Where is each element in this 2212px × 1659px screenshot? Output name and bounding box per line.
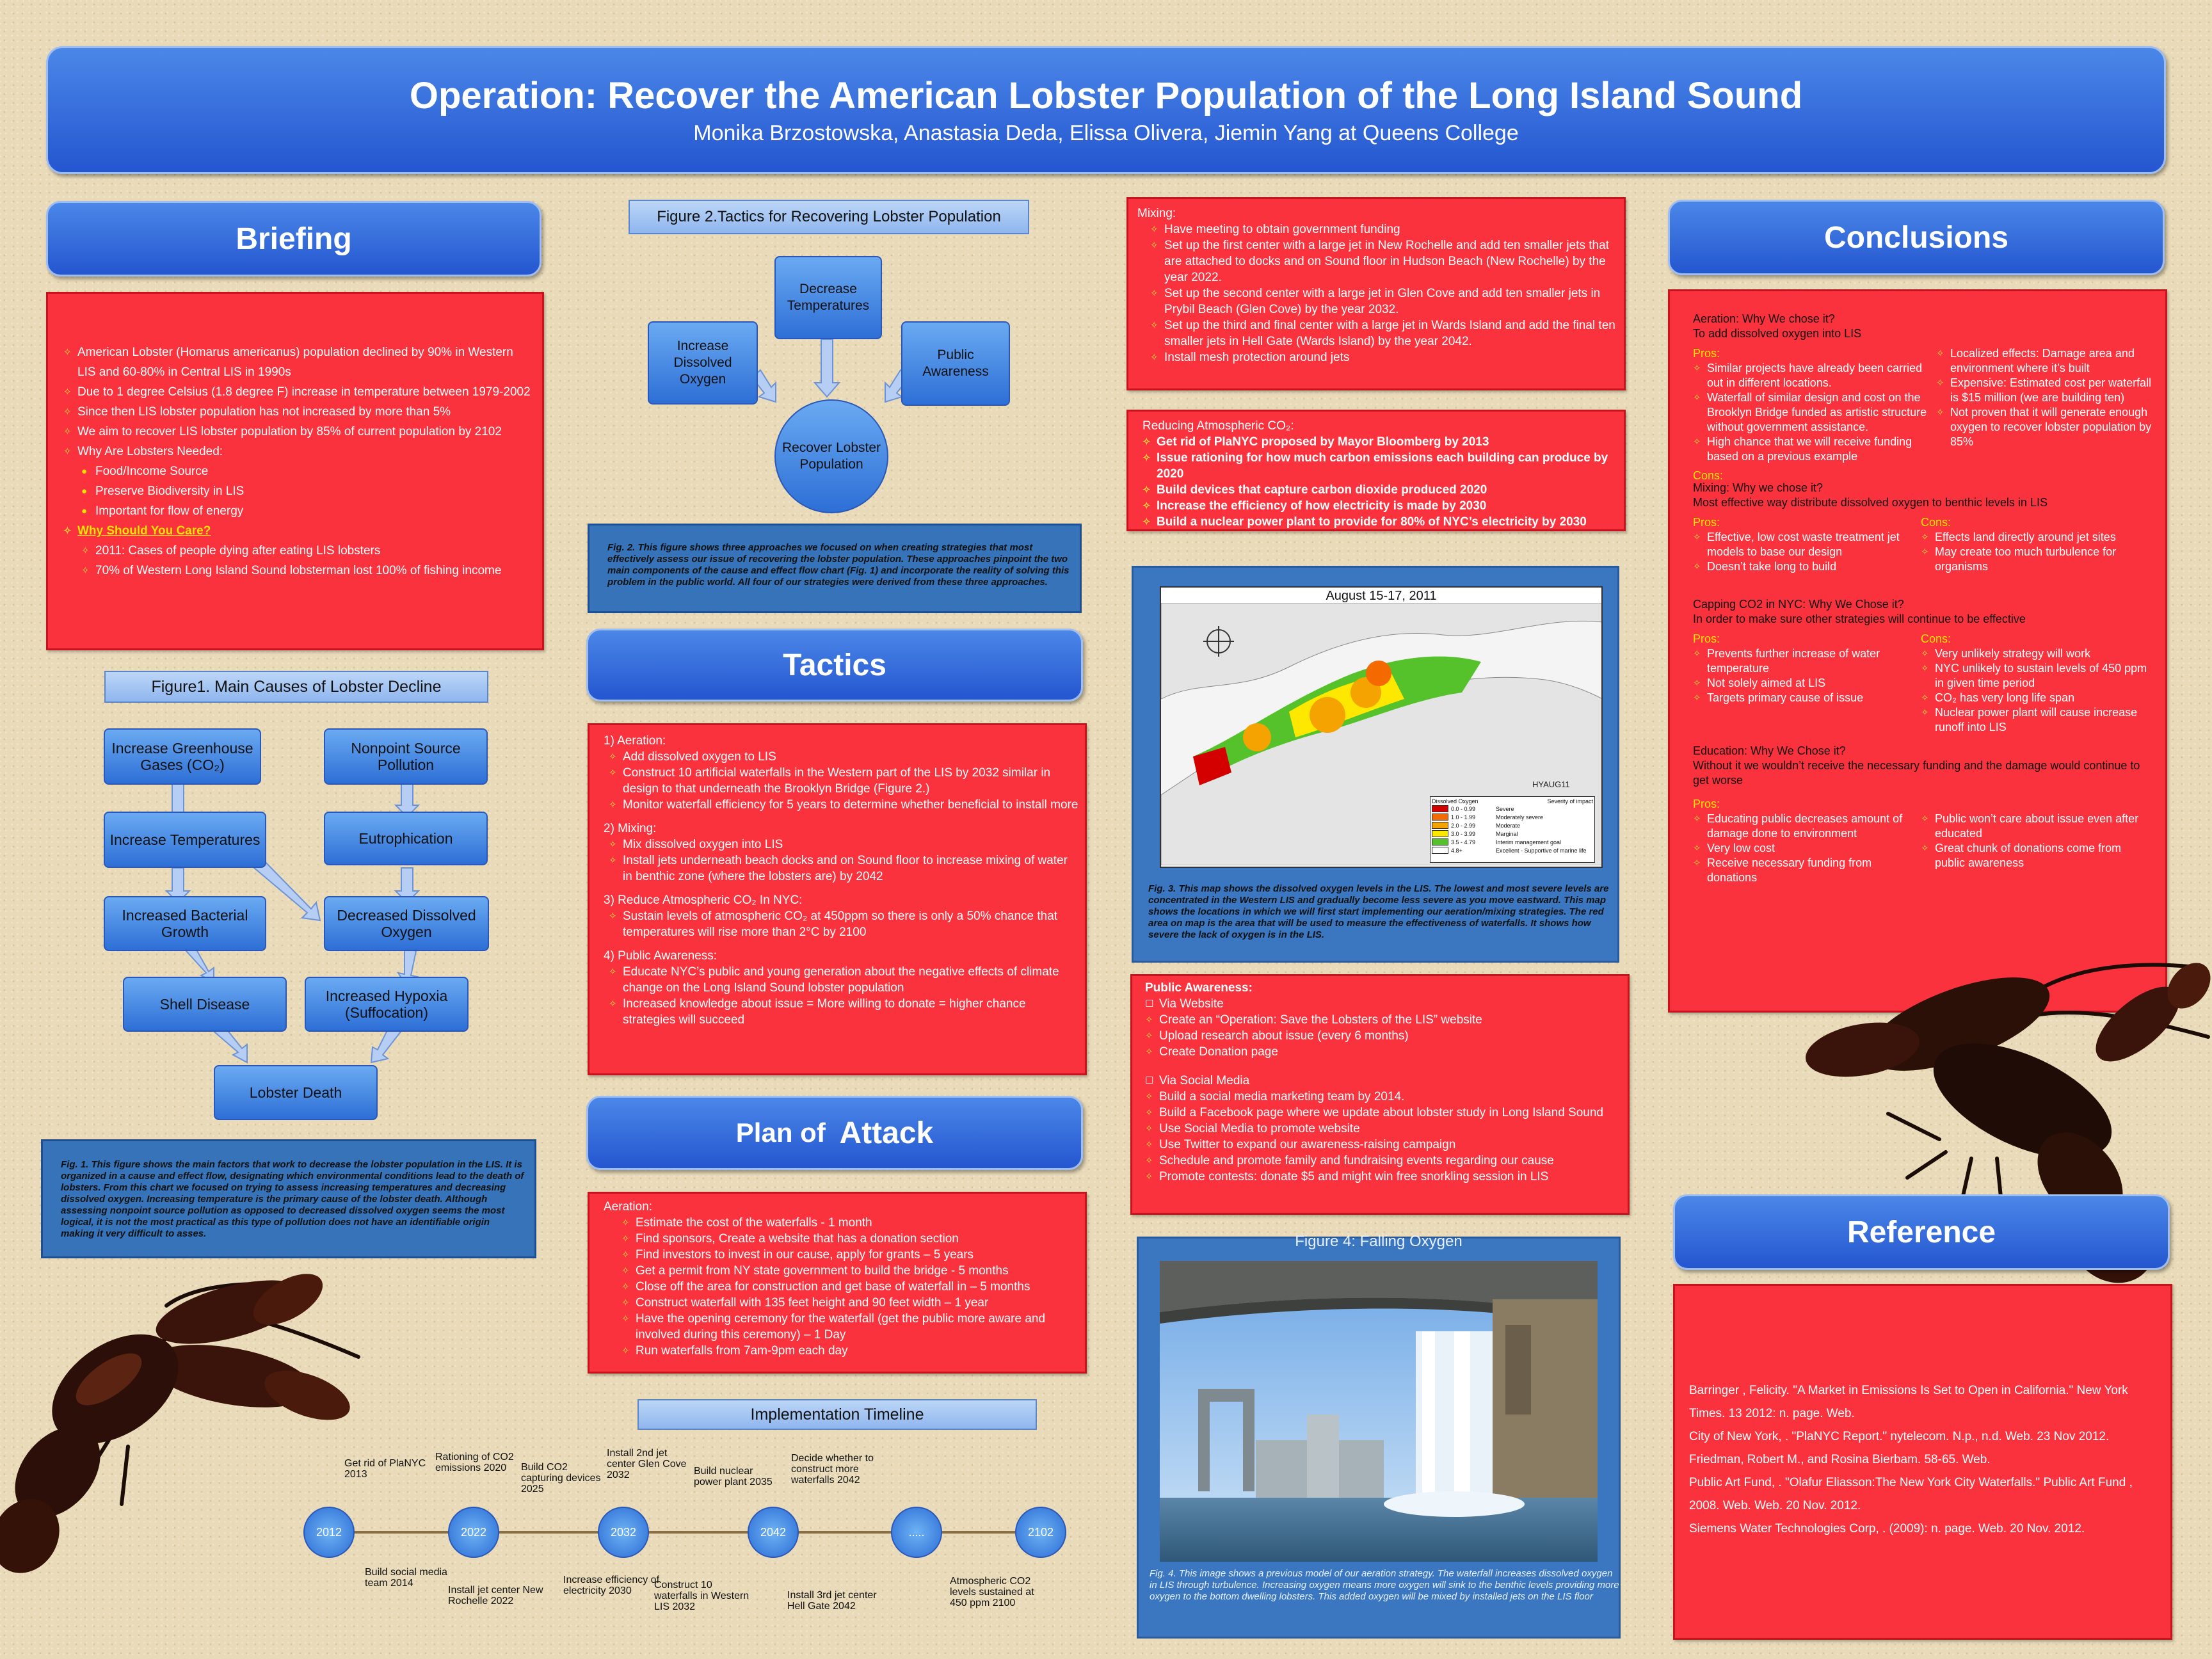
legend-row <box>1432 813 1593 821</box>
tactic-mixing-list <box>609 837 1078 885</box>
pro-item: ✧ Similar projects have already been carried out in different locations. <box>1693 361 1936 390</box>
timeline-year: 2042 <box>748 1507 799 1558</box>
plan-step: ✧ Construct waterfall with 135 feet height and 90 feet width – 1 year <box>621 1295 1078 1311</box>
pro-item: ✧ High chance that we will receive funding based on a previous example <box>1693 435 1936 464</box>
legend-label: Marginal <box>1496 830 1518 837</box>
pro-item: ✧ Receive necessary funding from donations <box>1693 856 1921 885</box>
figure1-title: Figure1. Main Causes of Lobster Decline <box>104 671 488 703</box>
need-item: ● Food/Income Source <box>81 461 531 481</box>
con-item: ✧ Very unlikely strategy will work <box>1921 646 2151 661</box>
legend-row <box>1432 821 1593 830</box>
via-social-label: ☐ Via Social Media <box>1145 1073 1621 1089</box>
reference-item: City of New York, . "PlaNYC Report." nytelecom. N.p., n.d. Web. 23 Nov 2012. <box>1689 1430 2110 1443</box>
pro-item: ✧ Not solely aimed at LIS <box>1693 676 1921 691</box>
co2-list <box>1142 434 1617 530</box>
aeration-reason: To add dissolved oxygen into LIS <box>1693 327 1862 340</box>
co2-step: ✧ Build a nuclear power plant to provide for 80% of NYC’s electricity by 2030 <box>1142 514 1617 530</box>
timeline-event: Build social media team 2014 <box>365 1567 447 1589</box>
node-lobster-death: Lobster Death <box>214 1065 378 1120</box>
legend-label: Excellent - Supportive of marine life <box>1496 847 1587 854</box>
capping-pros <box>1693 646 1921 705</box>
timeline-event: Build nuclear power plant 2035 <box>694 1466 773 1487</box>
co2-step: ✧ Issue rationing for how much carbon emissions each building can produce by 2020 <box>1142 450 1617 482</box>
tactics-box <box>588 723 1087 1075</box>
mixing-cons <box>1921 530 2151 574</box>
node-increased-bacterial-growth: Increased Bacterial Growth <box>104 896 266 951</box>
via-website-label: ☐ Via Website <box>1145 996 1621 1012</box>
tactic-item: ✧ Install jets underneath beach docks and on Sound floor to increase mixing of water in benthic zone (where the lobsters are) by 2042 <box>609 853 1078 885</box>
mixing-step: ✧ Set up the second center with a large jet in Glen Cove and add ten smaller jets in Prybil Beach (Glen Cove) by the year 2032. <box>1150 285 1617 317</box>
aeration-cons-label: Cons: <box>1693 469 1724 482</box>
timeline-year: ..... <box>891 1507 942 1558</box>
capping-reason: In order to make sure other strategies will continue to be effective <box>1693 613 2026 625</box>
legend-range: 0.0 - 0.99 <box>1451 805 1476 812</box>
timeline-year: 2102 <box>1015 1507 1066 1558</box>
plan-heading <box>586 1096 1083 1170</box>
con-item: ✧ Expensive: Estimated cost per waterfall is $15 million (we are building ten) <box>1936 376 2154 405</box>
education-pros <box>1693 812 1921 885</box>
map-legend <box>1430 796 1595 863</box>
plan-step: ✧ Find investors to invest in our cause, apply for grants – 5 years <box>621 1247 1078 1263</box>
co2-box <box>1126 410 1626 531</box>
plan-box <box>588 1192 1087 1374</box>
node-increased-hypoxia: Increased Hypoxia (Suffocation) <box>305 977 469 1032</box>
website-step: ✧ Create Donation page <box>1145 1044 1621 1060</box>
reference-item: Friedman, Robert M., and Rosina Bierbam. 58-65. Web. <box>1689 1453 1991 1466</box>
pro-item: ✧ Effective, low cost waste treatment jet models to base our design <box>1693 530 1921 559</box>
pro-item: ✧ Targets primary cause of issue <box>1693 691 1921 705</box>
tactic-item: ✧ Educate NYC’s public and young generation about the negative effects of climate change on the Long Island Sound lobster population <box>609 964 1078 996</box>
timeline-event: Install 3rd jet center Hell Gate 2042 <box>787 1590 877 1612</box>
tactic-item: ✧ Add dissolved oxygen to LIS <box>609 749 1078 765</box>
co2-step: ✧ Get rid of PlaNYC proposed by Mayor Bloomberg by 2013 <box>1142 434 1617 450</box>
legend-rows <box>1432 805 1593 854</box>
education-cons <box>1921 812 2151 870</box>
legend-range: 3.0 - 3.99 <box>1451 830 1476 837</box>
education-reason: Without it we wouldn’t receive the necessary funding and the damage would continue to get worse <box>1693 759 2140 787</box>
tactic-item: ✧ Sustain levels of atmospheric CO₂ at 450ppm so there is only a 50% chance that temperatures will rise more than 2°C by 2100 <box>609 908 1078 940</box>
plan-subheading: Aeration: <box>604 1200 653 1214</box>
co2-step: ✧ Increase the efficiency of how electricity is made by 2030 <box>1142 498 1617 514</box>
con-item: ✧ Localized effects: Damage area and environment where it’s built <box>1936 346 2154 376</box>
map-title: August 15-17, 2011 <box>1279 588 1484 606</box>
capping-pros-label: Pros: <box>1693 632 1720 645</box>
reference-box <box>1673 1284 2172 1640</box>
legend-swatch <box>1432 805 1448 812</box>
tactic-mixing-heading: 2) Mixing: <box>604 822 657 835</box>
mixing-list <box>1150 221 1617 365</box>
timeline-event: Build CO2 capturing devices 2025 <box>521 1462 601 1495</box>
tactic-co2-heading: 3) Reduce Atmospheric CO₂ In NYC: <box>604 894 803 907</box>
figure4-photo <box>1160 1261 1598 1562</box>
figure1-caption: Fig. 1. This figure shows the main factors that work to decrease the lobster population in the LIS. It is organized in a cause and effect flow, designating which environmental conditions lead to the death of lobsters. From this chart we focused on trying to assess increasing temperatures and decreasing dissolved oxygen. Increasing temperature is the primary cause of the lobster death. Although assessing nonpoint source pollution as opposed to decreased dissolved oxygen seems the most logical, it is not the most practical as this type of pollution does not have an identifiable origin making it very difficult to asses. <box>41 1139 536 1258</box>
node-public-awareness: Public Awareness <box>901 321 1010 406</box>
tactics-heading: Tactics <box>586 629 1083 701</box>
node-recover-lobster-population: Recover Lobster Population <box>774 399 888 513</box>
briefing-item: ✧ American Lobster (Homarus americanus) population declined by 90% in Western LIS and 60-80% in Central LIS in 1990s <box>63 342 531 382</box>
con-item: ✧ Effects land directly around jet sites <box>1921 530 2151 545</box>
timeline-line <box>333 1531 1050 1534</box>
website-step: ✧ Create an “Operation: Save the Lobsters of the LIS” website <box>1145 1012 1621 1028</box>
legend-range: 2.0 - 2.99 <box>1451 822 1476 829</box>
reference-heading: Reference <box>1673 1194 2170 1270</box>
node-decreased-dissolved-oxygen: Decreased Dissolved Oxygen <box>324 896 489 951</box>
legend-swatch <box>1432 813 1448 821</box>
capping-why: Capping CO2 in NYC: Why We Chose it? <box>1693 598 1904 611</box>
pro-item: ✧ Doesn’t take long to build <box>1693 559 1921 574</box>
plan-step: ✧ Get a permit from NY state government to build the bridge - 5 months <box>621 1263 1078 1279</box>
timeline-event: Install 2nd jet center Glen Cove 2032 <box>607 1448 687 1480</box>
mixing-step: ✧ Set up the first center with a large jet in New Rochelle and add ten smaller jets that are attached to docks and on Sound floor in Hudson Beach (New Rochelle) by the year 2022. <box>1150 237 1617 285</box>
timeline-event: Atmospheric CO2 levels sustained at 450 ppm 2100 <box>950 1576 1034 1608</box>
tactic-aeration-list <box>609 749 1078 813</box>
briefing-item: ✧ Why Are Lobsters Needed: <box>63 442 531 461</box>
figure3-caption: Fig. 3. This map shows the dissolved oxygen levels in the LIS. The lowest and most severe levels are concentrated in the Western LIS and gradually become less severe as you move eastward. This map shows the locations in which we will first start implementing our aeration/mixing strategies. The red area on map is the area that will be used to measure the effectiveness of waterfalls. It shows how severe the lack of oxygen is in the LIS. <box>1148 883 1609 940</box>
legend-heading-oxygen: Dissolved Oxygen <box>1432 798 1479 805</box>
social-step: ✧ Use Social Media to promote website <box>1145 1121 1621 1137</box>
figure2-caption: Fig. 2. This figure shows three approaches we focused on when creating strategies that most effectively assess our issue of recovering the lobster population. These approaches pinpoint the two main components of the cause and effect flow chart (Fig. 1) and incorporate the reality of solving this problem in the public world. All four of our strategies were derived from these three approaches. <box>588 524 1082 613</box>
pro-item: ✧ Educating public decreases amount of damage done to environment <box>1693 812 1921 841</box>
legend-label: Severe <box>1496 805 1514 812</box>
con-item: ✧ Nuclear power plant will cause increase runoff into LIS <box>1921 705 2151 735</box>
legend-row <box>1432 830 1593 838</box>
aeration-pros <box>1693 361 1936 464</box>
legend-swatch <box>1432 830 1448 837</box>
needs-list <box>81 461 531 521</box>
social-step: ✧ Promote contests: donate $5 and might win free snorkling session in LIS <box>1145 1169 1621 1185</box>
tactic-item: ✧ Monitor waterfall efficiency for 5 years to determine whether beneficial to install more <box>609 797 1078 813</box>
social-list <box>1145 1089 1621 1185</box>
legend-heading-severity: Severity of impact <box>1547 798 1593 805</box>
node-increase-dissolved-oxygen: Increase Dissolved Oxygen <box>648 321 758 405</box>
plan-step: ✧ Estimate the cost of the waterfalls - 1 month <box>621 1215 1078 1231</box>
title-banner <box>46 46 2166 174</box>
tactic-public-heading: 4) Public Awareness: <box>604 949 717 963</box>
social-step: ✧ Use Twitter to expand our awareness-raising campaign <box>1145 1137 1621 1153</box>
timeline-event: Construct 10 waterfalls in Western LIS 2032 <box>654 1580 749 1612</box>
timeline-event: Decide whether to construct more waterfalls 2042 <box>791 1453 874 1486</box>
website-list <box>1145 1012 1621 1060</box>
poster-title: Operation: Recover the American Lobster Population of the Long Island Sound <box>409 75 1803 116</box>
timeline-event: Increase efficiency of electricity 2030 <box>563 1575 660 1596</box>
social-step: ✧ Schedule and promote family and fundraising events regarding our cause <box>1145 1153 1621 1169</box>
con-item: ✧ CO₂ has very long life span <box>1921 691 2151 705</box>
plan-heading-a: Plan of <box>735 1118 833 1148</box>
pro-item: ✧ Prevents further increase of water temperature <box>1693 646 1921 676</box>
education-why: Education: Why We Chose it? <box>1693 744 1846 757</box>
legend-swatch <box>1432 822 1448 829</box>
plan-step: ✧ Close off the area for construction and get base of waterfall in – 5 months <box>621 1279 1078 1295</box>
mixing-step: ✧ Have meeting to obtain government funding <box>1150 221 1617 237</box>
briefing-heading: Briefing <box>46 201 541 276</box>
care-list <box>81 541 531 581</box>
node-shell-disease: Shell Disease <box>123 977 287 1032</box>
tactic-item: ✧ Construct 10 artificial waterfalls in the Western part of the LIS by 2032 similar in design to that underneath the Brooklyn Bridge (Figure 2.) <box>609 765 1078 797</box>
timeline-title: Implementation Timeline <box>637 1399 1037 1430</box>
plan-step: ✧ Find sponsors, Create a website that has a donation section <box>621 1231 1078 1247</box>
timeline-event: Rationing of CO2 emissions 2020 <box>435 1452 514 1473</box>
capping-cons <box>1921 646 2151 735</box>
legend-range: 1.0 - 1.99 <box>1451 813 1476 821</box>
briefing-box <box>46 292 544 650</box>
mixing-step: ✧ Install mesh protection around jets <box>1150 349 1617 365</box>
plan-list <box>621 1215 1078 1359</box>
legend-swatch <box>1432 838 1448 846</box>
tactic-co2-list <box>609 908 1078 940</box>
plan-step: ✧ Run waterfalls from 7am-9pm each day <box>621 1343 1078 1359</box>
reference-item: Siemens Water Technologies Corp, . (2009): n. page. Web. 20 Nov. 2012. <box>1689 1522 2085 1535</box>
legend-range: 3.5 - 4.79 <box>1451 838 1476 846</box>
pro-item: ✧ Very low cost <box>1693 841 1921 856</box>
figure4-title: Figure 4: Falling Oxygen <box>1295 1233 1463 1250</box>
mixing-pros-label: Pros: <box>1693 516 1720 529</box>
need-item: ● Important for flow of energy <box>81 501 531 521</box>
conclusions-box <box>1668 289 2167 1013</box>
con-item: ✧ May create too much turbulence for organisms <box>1921 545 2151 574</box>
social-step: ✧ Build a social media marketing team by 2014. <box>1145 1089 1621 1105</box>
mixing-reason: Most effective way distribute dissolved oxygen to benthic levels in LIS <box>1693 496 2048 509</box>
timeline-year: 2032 <box>598 1507 649 1558</box>
capping-cons-label: Cons: <box>1921 632 1952 645</box>
social-step: ✧ Build a Facebook page where we update about lobster study in Long Island Sound <box>1145 1105 1621 1121</box>
legend-label: Moderately severe <box>1496 813 1544 821</box>
aeration-cons <box>1936 346 2154 449</box>
node-eutrophication: Eutrophication <box>324 812 488 865</box>
tactic-aeration-heading: 1) Aeration: <box>604 734 666 748</box>
conclusions-heading: Conclusions <box>1668 200 2165 275</box>
tactic-item: ✧ Mix dissolved oxygen into LIS <box>609 837 1078 853</box>
node-increase-greenhouse-gases: Increase Greenhouse Gases (CO₂) <box>104 728 261 785</box>
legend-label: Interim management goal <box>1496 838 1562 846</box>
legend-label: Moderate <box>1496 822 1521 829</box>
mixing-pros <box>1693 530 1921 574</box>
briefing-item: ✧ Due to 1 degree Celsius (1.8 degree F) increase in temperature between 1979-2002 <box>63 382 531 402</box>
briefing-list <box>63 342 531 461</box>
node-increase-temperatures: Increase Temperatures <box>104 812 266 868</box>
aeration-why: Aeration: Why We chose it? <box>1693 312 1835 325</box>
website-step: ✧ Upload research about issue (every 6 months) <box>1145 1028 1621 1044</box>
con-item: ✧ NYC unlikely to sustain levels of 450 ppm in given time period <box>1921 661 2151 691</box>
legend-row <box>1432 846 1593 854</box>
education-pros-label: Pros: <box>1693 797 1720 810</box>
aeration-pros-label: Pros: <box>1693 347 1720 360</box>
briefing-item: ✧ Since then LIS lobster population has not increased by more than 5% <box>63 402 531 422</box>
care-item: ✧ 2011: Cases of people dying after eating LIS lobsters <box>81 541 531 561</box>
public-heading: Public Awareness: <box>1145 981 1253 995</box>
legend-swatch <box>1432 847 1448 854</box>
timeline-year: 2022 <box>448 1507 499 1558</box>
plan-step: ✧ Have the opening ceremony for the waterfall (get the public more aware and involved during this ceremony) – 1 Day <box>621 1311 1078 1343</box>
public-awareness-box <box>1130 974 1630 1215</box>
mixing-cons-label: Cons: <box>1921 516 1952 529</box>
figure4-caption: Fig. 4. This image shows a previous model of our aeration strategy. The waterfall increases dissolved oxygen in LIS through turbulence. Increasing oxygen means more oxygen will sink to the benthic levels providing more oxygen to the bottom dwelling lobsters. This added oxygen will be mixed by installed jets on the LIS floor <box>1150 1568 1619 1602</box>
plan-heading-b: Attack <box>839 1116 934 1150</box>
legend-row <box>1432 838 1593 846</box>
care-heading: ✧ Why Should You Care? <box>63 521 531 541</box>
node-nonpoint-source-pollution: Nonpoint Source Pollution <box>324 728 488 785</box>
legend-range: 4.8+ <box>1451 847 1463 854</box>
need-item: ● Preserve Biodiversity in LIS <box>81 481 531 501</box>
mixing-box <box>1126 197 1626 390</box>
con-item: ✧ Not proven that it will generate enough oxygen to recover lobster population by 85% <box>1936 405 2154 449</box>
mixing-step: ✧ Set up the third and final center with a large jet in Wards Island and add the final ten smaller jets in Hell Gate (Wards Island) by the year 2042. <box>1150 317 1617 349</box>
reference-list <box>1689 1379 2155 1541</box>
poster-authors: Monika Brzostowska, Anastasia Deda, Elissa Olivera, Jiemin Yang at Queens College <box>693 121 1519 145</box>
reference-item: Public Art Fund, . "Olafur Eliasson:The New York City Waterfalls." Public Art Fund , 2008. Web. Web. 20 Nov. 2012. <box>1689 1476 2133 1512</box>
timeline-event: Get rid of PlaNYC 2013 <box>344 1458 426 1480</box>
figure2-title: Figure 2.Tactics for Recovering Lobster Population <box>629 200 1029 234</box>
con-item: ✧ Great chunk of donations come from public awareness <box>1921 841 2151 870</box>
timeline-event: Install jet center New Rochelle 2022 <box>448 1585 543 1607</box>
map-stamp: HYAUG11 <box>1532 780 1570 789</box>
con-item: ✧ Public won’t care about issue even after educated <box>1921 812 2151 841</box>
co2-heading: Reducing Atmospheric CO₂: <box>1142 419 1294 433</box>
co2-step: ✧ Build devices that capture carbon dioxide produced 2020 <box>1142 482 1617 498</box>
legend-row <box>1432 805 1593 813</box>
reference-item: Barringer , Felicity. "A Market in Emissions Is Set to Open in California." New York Times. 13 2012: n. page. Web. <box>1689 1384 2128 1420</box>
briefing-item: ✧ We aim to recover LIS lobster population by 85% of current population by 2102 <box>63 422 531 442</box>
mixing-heading: Mixing: <box>1137 207 1176 220</box>
pro-item: ✧ Waterfall of similar design and cost on the Brooklyn Bridge funded as artistic structure without government assistance. <box>1693 390 1936 435</box>
care-item: ✧ 70% of Western Long Island Sound lobsterman lost 100% of fishing income <box>81 561 531 581</box>
tactic-public-list <box>609 964 1078 1028</box>
mixing-why: Mixing: Why we chose it? <box>1693 481 1823 494</box>
timeline-year: 2012 <box>303 1507 355 1558</box>
figure3-map <box>1160 586 1603 868</box>
node-decrease-temperatures: Decrease Temperatures <box>774 256 882 339</box>
tactic-item: ✧ Increased knowledge about issue = More willing to donate = higher chance strategies will succeed <box>609 996 1078 1028</box>
